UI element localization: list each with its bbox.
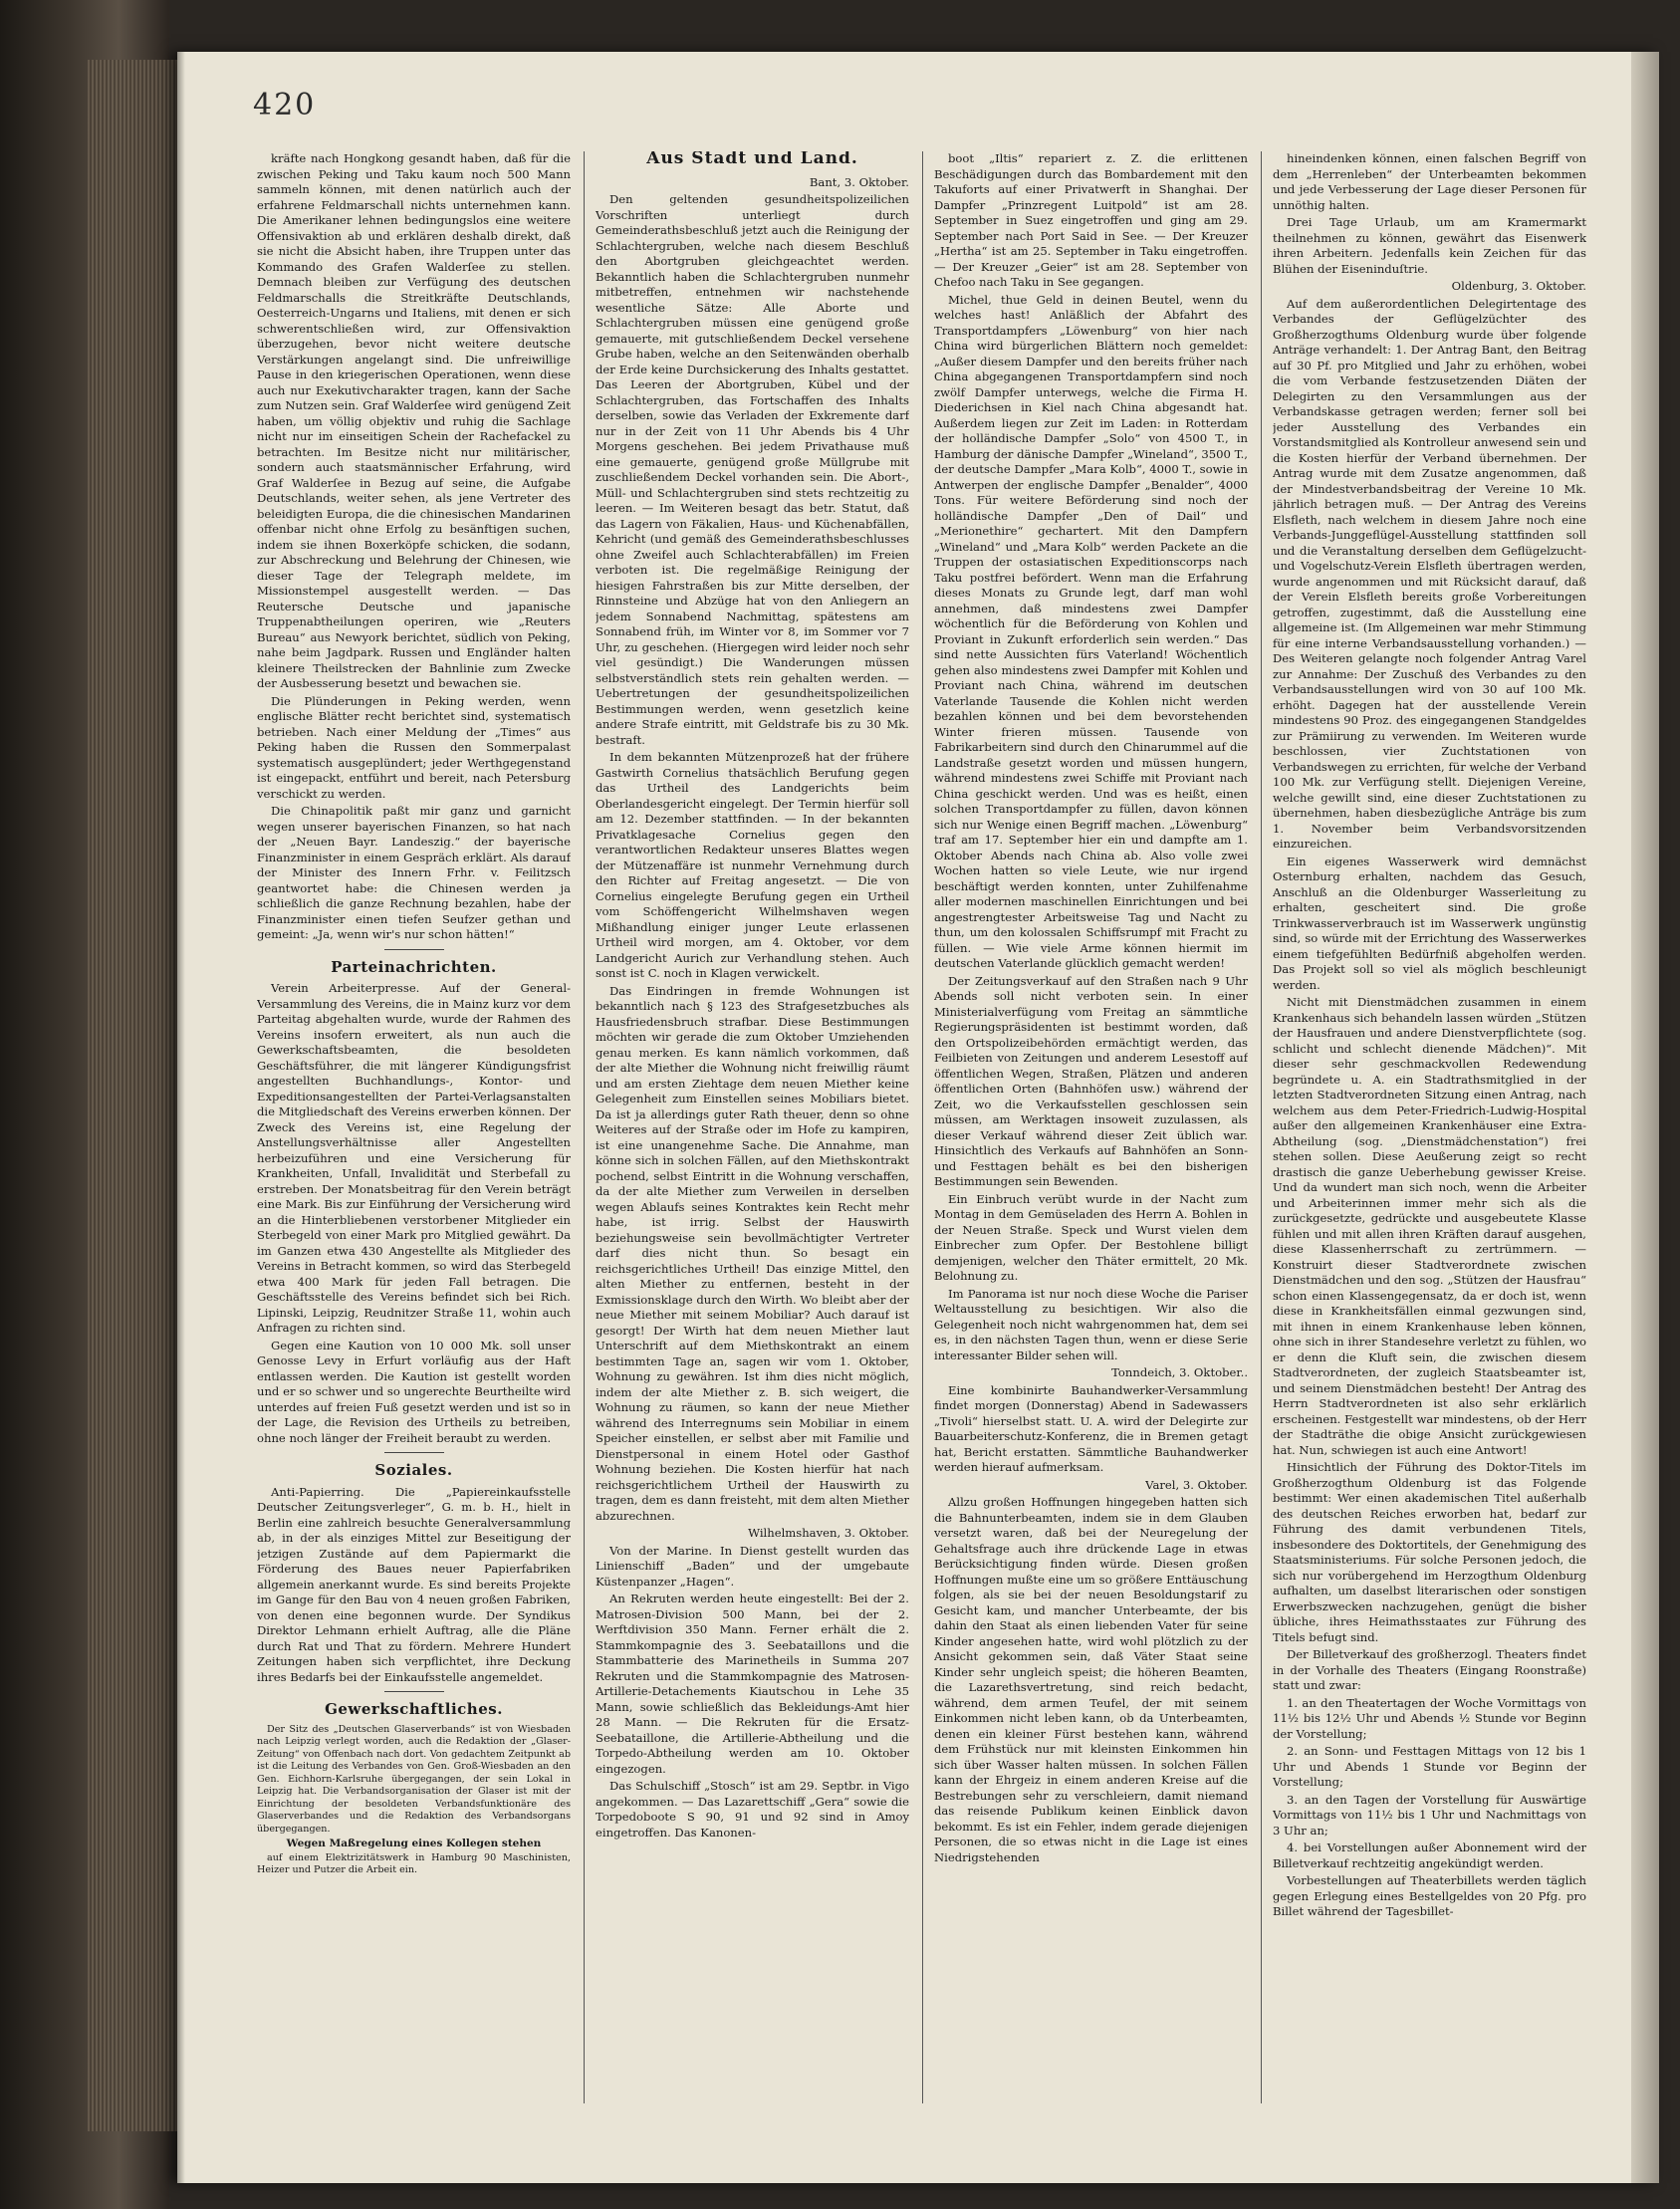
article-text: Drei Tage Urlaub, um am Kramermarkt theilnehmen zu können, gewährt das Eisenwerk ihren Arbeitern. Jedenfalls kein Zeichen für das Blühen der Eiseninduſtrie. bbox=[1273, 215, 1586, 276]
article-text: kräfte nach Hongkong gesandt haben, daß für die zwischen Peking und Taku kaum noch 500 Mann sammeln können, mit denen natürlich auch der erfahrene Feldmarschall nichts unternehmen kann. Die Amerikaner lehnen bedingungslos eine weitere Offensivaktion ab und erklären deshalb direkt, daß sie nicht die Absicht haben, ihre Truppen unter das Kommando des Grafen Walderſee zu stellen. Demnach bleiben zur Verfügung des deutschen Feldmarschalls die Streitkräfte Deutschlands, Oesterreich-Ungarns und Italiens, mit denen er sich schwerentschließen wird, zur Offensivaktion überzugehen, bevor nicht weitere deutsche Verstärkungen angelangt sind. Die unfreiwillige Pause in den kriegerischen Operationen, wenn diese auch nur Exekutivcharakter tragen, kann der Sache zum Nutzen sein. Graf Walderſee wird genügend Zeit haben, um völlig objektiv und ruhig die Sachlage nicht nur im einseitigen Schein der Rachefackel zu betrachten. Im Besitze nicht nur militärischer, sondern auch staatsmännischer Erfahrung, wird Graf Walderſee in Bezug auf seine, die Aufgabe Deutschlands, weiter sehen, als jene Vertreter des beleidigten Europa, die die chinesischen Mandarinen offenbar nicht ohne Erfolg zu besänftigen suchen, indem sie ihnen Boxerköpfe schicken, die sodann, zur Abschreckung und Belehrung der Chinesen, wie dieser Tage der Telegraph meldete, im Missionstempel ausgestellt werden. — Das Reutersche Deutsche und japanische Truppenabtheilungen operiren, wie „Reuters Bureau“ aus Newyork berichtet, südlich von Peking, nahe beim Jagdpark. Russen und Engländer halten kleinere Theilstrecken der Bahnlinie zum Zwecke der Ausbesserung besetzt und bewachen sie. bbox=[257, 151, 571, 690]
article-text: auf einem Elektrizitätswerk in Hamburg 90 Maschinisten, Heizer und Putzer die Arbeit ein. bbox=[257, 1851, 571, 1875]
dateline: Tonndeich, 3. Oktober.. bbox=[1111, 1365, 1248, 1379]
newspaper-page bbox=[177, 52, 1659, 2183]
next-page-edge bbox=[1631, 52, 1659, 2183]
article-text: Nicht mit Dienstmädchen zusammen in einem Krankenhaus sich behandeln lassen würden „Stützen der Hausfrauen und andere Dienstverpflichtete (sog. schlicht und schlecht dienende Mädchen)“. Mit dieser sehr geschmackvollen Redewendung begründete u. A. ein Stadtrathsmitglied in der letzten Stadtverordneten Sitzung einen Antrag, nach welchem aus dem Peter-Friedrich-Ludwig-Hospital außer den allgemeinen Krankenhäuser eine Extra-Abtheilung (sog. „Dienstmädchenstation“) frei stehen sollen. Diese Aeußerung zeigt so recht drastisch die ganze Ueberhebung gewisser Kreise. Und da wundert man sich noch, wenn die Arbeiter und Arbeiterinnen immer mehr sich als die zurückgesetzte, gedrückte und ausgebeutete Klasse fühlen und mit allen ihren Kräften darauf ausgehen, diese Klassenherrschaft zu zertrümmern. — Konstruirt dieser Stadtverordnete zwischen Dienstmädchen und den sog. „Stützen der Hausfrau“ schon einen Klassengegensatz, da er doch ist, wenn diese in Krankheitsfällen einmal gezwungen sind, mit ihnen in einem Krankenhause leben können, ohne sich in ihrer Standesehre verletzt zu fühlen, wo er denn die Kluft sein, die zwischen diesem Stadtverordneten, der zugleich Staatsbeamter ist, und seinem Dienstmädchen besteht! Der Antrag des Herrn Stadtverordneten ist also sehr erklärlich erscheinen. Festgestellt war mindestens, ob der Herr der Stadträthe die obige Ansicht zurückgewiesen hat. Nun, schwiegen ist auch eine Antwort! bbox=[1273, 995, 1586, 1457]
article-text: Das Eindringen in fremde Wohnungen ist bekanntlich nach § 123 des Strafgesetzbuches als Hausfriedensbruch strafbar. Diese Bestimmungen möchten wir gerade die zum Oktober Umziehenden genau merken. Es kann nämlich vorkommen, daß der alte Miether die Wohnung nicht freiwillig räumt und am ersten Ziehtage dem neuen Miether keine Gelegenheit zum Einstellen seines Mobiliars bietet. Da ist ja allerdings guter Rath theuer, denn so ohne Weiteres auf der Straße oder im Hofe zu kampiren, ist eine unangenehme Sache. Die Annahme, man könne sich in solchen Fällen, auf den Miethskontrakt pochend, selbst Eintritt in die Wohnung verschaffen, da der alte Miether zum Verweilen in derselben wegen Ablaufs seines Kontraktes kein Recht mehr habe, ist irrig. Selbst der Hauswirth beziehungsweise sein bevollmächtigter Vertreter darf dies nicht thun. So besagt ein reichsgerichtliches Urtheil! Das einzige Mittel, den alten Miether zu entfernen, besteht in der Exmissionsklage durch den Wirth. Wo bleibt aber der neue Miether mit seinem Mobiliar? Auch darauf ist gesorgt! Der Wirth hat dem neuen Miether laut Unterschrift auf dem Miethskontrakt an einem bestimmten Tage an, sagen wir vom 1. Oktober, Wohnung zu gewähren. Ist ihm dies nicht möglich, indem der alte Miether z. B. sich weigert, die Wohnung zu räumen, so kann der neue Miether während des Interregnums sein Mobiliar in einem Speicher einstellen, er selbst aber mit Familie und Dienstpersonal in einem Hotel oder Gasthof Wohnung beziehen. Die Kosten hierfür hat nach reichsgerichtlichem Urtheil der Hauswirth zu tragen, dem es dann freisteht, mit dem alten Miether abzurechnen. bbox=[596, 983, 909, 1523]
column-4 bbox=[1273, 151, 1586, 2123]
dateline: Bant, 3. Oktober. bbox=[809, 174, 909, 189]
section-heading: Gewerkschaftliches. bbox=[325, 1700, 503, 1718]
page-fold-shadow bbox=[177, 52, 185, 2183]
dateline: Varel, 3. Oktober. bbox=[1145, 1477, 1248, 1492]
article-text: Den geltenden gesundheitspolizeilichen Vorschriften unterliegt durch Gemeinderathsbeschluß jetzt auch die Reinigung der Schlachtergruben, welche nach diesem Beschluß den Abortgruben gleichgeachtet werden. Bekanntlich haben die Schlachtergruben nunmehr mitbetreffen, entnehmen wir nachstehende wesentliche Sätze: Alle Aborte und Schlachtergruben müssen eine genügend große gemauerte, mit gutschließendem Deckel versehene Grube haben, welche an den Seitenwänden oberhalb der Erde keine Durchsickerung des Inhalts gestattet. Das Leeren der Abortgruben, Kübel und der Schlachtergruben, das Fortschaffen des Inhalts derselben, sowie das Verladen der Exkremente darf nur in der Zeit von 11 Uhr Abends bis 4 Uhr Morgens geschehen. Bei jedem Privathause muß eine gemauerte, genügend große Müllgrube mit zuschließendem Deckel vorhanden sein. Die Abort-, Müll- und Schlachtergruben sind stets rechtzeitig zu leeren. — Im Weiteren besagt das betr. Statut, daß das Lagern von Fäkalien, Haus- und Küchenabfällen, Kehricht (und gemäß des Gemeinderathsbeschlusses ohne Zweifel auch Schlachterabfällen) im Freien verboten ist. Die regelmäßige Reinigung der hiesigen Fahrstraßen bis zur Mitte derselben, der Rinnsteine und Abzüge hat von den Anliegern an jedem Sonnabend Nachmittag, spätestens am Sonnabend früh, im Winter vor 8, im Sommer vor 7 Uhr, zu geschehen. (Hiergegen wird leider noch sehr viel gesündigt.) Die Wanderungen müssen selbstverständlich stets rein gehalten werden. — Uebertretungen der gesundheitspolizeilichen Bestimmungen werden, wenn gesetzlich keine andere Strafe eintritt, mit Geldstrafe bis zu 30 Mk. bestraft. bbox=[596, 192, 909, 747]
section-headline: Aus Stadt und Land. bbox=[646, 151, 858, 168]
article-text: hineindenken können, einen falschen Begriff von dem „Herrenleben“ der Unterbeamten bekommen und jede Verbesserung der Lage dieser Personen für unnöthig halten. bbox=[1273, 151, 1586, 212]
small-print-block bbox=[257, 1724, 571, 1877]
article-text: Ein Einbruch verübt wurde in der Nacht zum Montag in dem Gemüseladen des Herrn A. Bohlen in der Neuen Straße. Speck und Wurst vielen dem Einbrecher zum Opfer. Der Bestohlene billigt demjenigen, welcher den Thäter ermittelt, 20 Mk. Belohnung zu. bbox=[934, 1191, 1248, 1283]
article-text: Der Billetverkauf des großherzogl. Theaters findet in der Vorhalle des Theaters (Eingang Roonstraße) statt und zwar: bbox=[1273, 1647, 1586, 1692]
page-number: 420 bbox=[253, 88, 317, 123]
article-text: Der Sitz des „Deutschen Glaserverbands“ ist von Wiesbaden nach Leipzig verlegt worden, auch die Redaktion der „Glaser-Zeitung“ von Offenbach nach dort. Von gedachtem Zeitpunkt ab ist die Leitung des Verbandes von Gen. Groß-Wiesbaden an den Gen. Eichhorn-Karlsruhe übergegangen, der sein Lokal in Leipzig hat. Die Verbandsorganisation der Glaser ist mit der Einrichtung der besoldeten Verbandsfunktionäre des Glaserverbandes und die Redaktion des Verbandsorgans übergegangen. bbox=[257, 1723, 571, 1835]
column-rule bbox=[922, 151, 923, 2103]
article-text: Die Plünderungen in Peking werden, wenn englische Blätter recht berichtet sind, systematisch betrieben. Nach einer Meldung der „Times“ aus Peking haben die Russen den Sommerpalast systematisch ausgeplündert; jeder Werthgegenstand ist eingepackt, entführt und bereit, nach Petersburg verschickt zu werden. bbox=[257, 693, 571, 801]
subheading: Wegen Maßregelung eines Kollegen stehen bbox=[286, 1838, 542, 1849]
column-2 bbox=[596, 151, 909, 2123]
article-text: Der Zeitungsverkauf auf den Straßen nach 9 Uhr Abends soll nicht verboten sein. In einer Ministerialverfügung vom Freitag an sämmtliche Regierungspräsidenten ist bestimmt worden, daß den Ortspolizeibehörden ermächtigt werden, das Feilbieten von Zeitungen und anderem Lesestoff auf öffentlichen Wegen, Straßen, Plätzen und anderen öffentlichen Orten (Bahnhöfen usw.) während der Zeit, wo die Verkaufsstellen geschlossen sein müssen, am Werktagen insoweit zuzulassen, als dieser Verkauf während dieser Zeit üblich war. Hinsichtlich des Verkaufs auf Bahnhöfen an Sonn- und Festtagen behält es bei den bisherigen Bestimmungen sein Bewenden. bbox=[934, 973, 1248, 1188]
article-text: Eine kombinirte Bauhandwerker-Versammlung findet morgen (Donnerstag) Abend in Sadewassers „Tivoli“ hierselbst statt. U. A. wird der Delegirte zur Bauarbeiterschutz-Konferenz, die in Bremen getagt hat, Bericht erstatten. Sämmtliche Bauhandwerker werden hierauf aufmerksam. bbox=[934, 1382, 1248, 1474]
article-text: Gegen eine Kaution von 10 000 Mk. soll unser Genosse Levy in Erfurt vorläufig aus der Haft entlassen werden. Die Kaution ist gestellt worden und er so schwer und so ungerechte Beurtheilte wird unterdes auf freien Fuß gesetzt werden und ist so in der Lage, die Revision des Urtheils zu betreiben, ohne noch länger der Freiheit beraubt zu werden. bbox=[257, 1338, 571, 1445]
article-text: Vorbestellungen auf Theaterbillets werden täglich gegen Erlegung eines Bestellgeldes von 20 Pfg. pro Billet während der Tagesbillet- bbox=[1273, 1873, 1586, 1918]
article-text: An Rekruten werden heute eingestellt: Bei der 2. Matrosen-Division 500 Mann, bei der 2. Werftdivision 350 Mann. Ferner erhält die 2. Stammkompagnie des 3. Seebataillons und die Stammbatterie des Marinetheils in Summa 207 Rekruten und die Stammkompagnie des Matrosen-Artillerie-Detachements Kiautschou in Lehe 35 Mann, sowie schließlich das Bekleidungs-Amt hier 28 Mann. — Die Rekruten für die Ersatz-Seebataillone, die Artillerie-Abtheilung und die Torpedo-Abtheilung werden am 10. Oktober eingezogen. bbox=[596, 1592, 909, 1776]
separator bbox=[384, 1691, 444, 1692]
section-heading: Soziales. bbox=[374, 1461, 453, 1479]
article-text: Ein eigenes Wasserwerk wird demnächst Osternburg erhalten, nachdem das Gesuch, Anschluß an die Oldenburger Wasserleitung zu erhalten, gescheitert sind. Die große Trinkwasserverbrauch ist im Wasserwerk ungünstig sind, so würde mit der Errichtung des Wasserwerkes einem tiefgefühlten Bedürfniß abgeholfen werden. Das Projekt soll so viel als möglich beschleunigt werden. bbox=[1273, 854, 1586, 992]
article-text: Die Chinapolitik paßt mir ganz und garnicht wegen unserer bayerischen Finanzen, so hat nach der „Neuen Bayr. Landeszig.“ der bayerische Finanzminister in einem Gespräch erklärt. Als darauf der Minister des Innern Frhr. v. Feilitzsch geantwortet habe: die Chinesen werden ja schließlich die ganze Rechnung bezahlen, habe der Finanzminister einen tiefen Seufzer gethan und gemeint: „Ja, wenn wir's nur schon hätten!“ bbox=[257, 804, 571, 941]
list-item: 4. bei Vorstellungen außer Abonnement wird der Billetverkauf rechtzeitig angekündigt werden. bbox=[1273, 1841, 1586, 1870]
dateline: Oldenburg, 3. Oktober. bbox=[1451, 279, 1586, 293]
column-rule bbox=[1261, 151, 1262, 2103]
article-text: Auf dem außerordentlichen Delegirtentage des Verbandes der Geflügelzüchter des Großherzogthums Oldenburg wurde über folgende Anträge verhandelt: 1. Der Antrag Bant, den Beitrag auf 30 Pf. pro Mitglied und Jahr zu erhöhen, wobei die vom Verbande festzusetzenden Diäten der Delegirten zu den Versammlungen aus der Verbandskasse getragen werden; ferner soll bei jeder Ausstellung des Verbandes ein Vorstandsmitglied als Kontrolleur anwesend sein und die Kosten hierfür der Verband übernehmen. Der Antrag wurde mit dem Zusatze angenommen, daß der Mindestverbandsbeitrag der Vereine 10 Mk. jährlich betragen muß. — Der Antrag des Vereins Elsfleth, nach welchem in diesem Jahre noch eine Verbands-Junggeflügel-Ausstellung stattfinden soll und die Veranstaltung derselben dem Geflügelzucht- und Vogelschutz-Verein Elsfleth übertragen werden, wurde angenommen und mit Rücksicht darauf, daß der Verein Elsfleth bereits große Vorbereitungen getroffen, zugestimmt, daß die Ausstellung eine allgemeine ist. (Im Allgemeinen war mehr Stimmung für eine interne Verbandsausstellung vorhanden.) — Des Weiteren gelangte noch folgender Antrag Varel zur Annahme: Der Zuschuß des Verbandes zu den Verbandsausstellungen wird von 30 auf 100 Mk. erhöht. Dagegen hat der ausstellende Verein mindestens 90 Proz. des eingegangenen Standgeldes zur Prämiirung zu verwenden. Im Weiteren wurde beschlossen, vier Zuchtstationen von Verbandswegen zu errichten, für welche der Verband 100 Mk. zur Verfügung stellt. Diejenigen Vereine, welche gewillt sind, eine dieser Zuchtstationen zu übernehmen, haben diesbezügliche Anträge bis zum 1. November beim Verbandsvorsitzenden einzureichen. bbox=[1273, 296, 1586, 851]
column-rule bbox=[584, 151, 585, 2103]
article-text: Michel, thue Geld in deinen Beutel, wenn du welches hast! Anläßlich der Abfahrt des Transportdampfers „Löwenburg“ von hier nach China wird bürgerlichen Blättern noch gemeldet: „Außer diesem Dampfer und den bereits früher nach China abgegangenen Transportdampfern sind noch zwölf Dampfer unterwegs, welche die Firma H. Diederichsen in Kiel nach China abgesandt hat. Außerdem liegen zur Zeit im Laden: in Rotterdam der holländische Dampfer „Solo“ von 4500 T., in Hamburg der dänische Dampfer „Wineland“, 3500 T., der deutsche Dampfer „Mara Kolb“, 4000 T., sowie in Antwerpen der englische Dampfer „Benalder“, 4000 Tons. Für weitere Beförderung sind noch der holländische Dampfer „Den of Dail“ und „Merionethire“ gechartert. Mit den Dampfern „Wineland“ und „Mara Kolb“ werden Packete an die Truppen der ostasiatischen Expeditionscorps nach Taku postfrei befördert. Wenn man die Erfahrung dieses Monats zu Grunde legt, darf man wohl annehmen, daß mindestens zwei Dampfer wöchentlich für die Beförderung von Kohlen und Proviant in Zukunft erforderlich sein werden.“ Das sind nette Aussichten fürs Vaterland! Wöchentlich gehen also mindestens zwei Dampfer mit Kohlen und Proviant nach China, während im deutschen Vaterlande Tausende die Kohlen nicht werden bezahlen können und bei dem bevorstehenden Winter frieren müssen. Tausende von Fabrikarbeitern sind durch den Chinarummel auf die Landstraße gesetzt worden und müssen hungern, während mindestens zwei Schiffe mit Proviant nach China geschickt werden. Und was es heißt, einen solchen Transportdampfer zu füllen, davon können sich nur Wenige einen Begriff machen. „Löwenburg“ traf am 17. September hier ein und dampfte am 1. Oktober Abends nach China ab. Also volle zwei Wochen hatten so viele Leute, wie nur irgend beschäftigt werden konnten, unter Zuhilfenahme aller modernen maschinellen Einrichtungen und bei angestrengtester Arbeitsweise Tag und Nacht zu thun, um den kolossalen Schiffsrumpf mit Fracht zu füllen. — Wie viele Arme können hiermit im deutschen Vaterlande glücklich gemacht werden! bbox=[934, 292, 1248, 970]
article-text: Allzu großen Hoffnungen hingegeben hatten sich die Bahnunterbeamten, indem sie in dem Glauben versetzt waren, daß bei der Neuregelung der Gehaltsfrage auch ihre drückende Lage in etwas Berücksichtigung finden würde. Diesen großen Hoffnungen mußte eine um so größere Enttäuschung folgen, als sie bei der neuen Besoldungstarif zu Gesicht kam, und mancher Unterbeamte, der bis dahin den Staat als einen liebenden Vater für seine Kinder angesehen hatte, wird wohl plötzlich zu der Ansicht gekommen sein, daß Väter Staat seine Kinder sehr ungleich speist; die höheren Beamten, die Lazarethsvertretung, sind reich bedacht, während, dem armen Teufel, der mit seinem Einkommen nicht leben kann, ob da Unterbeamten, denen ein kleiner Fürst bestehen kann, während dem Frühstück nur mit kleinsten Einkommen hin sich über Wasser halten müssen. In solchen Fällen kann der Ehrgeiz in einem anderen Kreise auf die Bestrebungen sehr zu verschleiern, damit niemand das reisende Publikum keinen Einblick davon bekommt. Es ist ein Fehler, indem gerade diejenigen Personen, die so etwas nicht in die Lage ist eines Niedrigstehenden bbox=[934, 1495, 1248, 1864]
article-text: Von der Marine. In Dienst gestellt wurden das Linienschiff „Baden“ und der umgebaute Küstenpanzer „Hagen“. bbox=[596, 1543, 909, 1589]
article-text: Im Panorama ist nur noch diese Woche die Pariser Weltausstellung zu besichtigen. Wir also die Gelegenheit noch nicht wahrgenommen hat, dem sei es, in den nächsten Tagen thun, wenn er diese Serie interessanter Bilder sehen will. bbox=[934, 1286, 1248, 1362]
separator bbox=[384, 949, 444, 950]
dateline: Wilhelmshaven, 3. Oktober. bbox=[748, 1526, 909, 1540]
article-text: In dem bekannten Mützenprozeß hat der frühere Gastwirth Cornelius thatsächlich Berufung gegen das Urtheil des Landgerichts beim Oberlandesgericht eingelegt. Der Termin hierfür soll am 12. Dezember stattfinden. — In der bekannten Privatklagesache Cornelius gegen den verantwortlichen Redakteur unseres Blattes wegen der Mützenaffäre ist nunmehr Vernehmung durch den Richter auf Freitag angesetzt. — Die von Cornelius eingelegte Berufung gegen ein Urtheil vom Schöffengericht Wilhelmshaven wegen Mißhandlung einiger junger Leute erlassenen Urtheil wird morgen, am 4. Oktober, vor dem Landgericht Aurich zur Verhandlung stehen. Auch sonst ist C. noch in Klagen verwickelt. bbox=[596, 750, 909, 980]
list-item: 2. an Sonn- und Festtagen Mittags von 12 bis 1 Uhr und Abends 1 Stunde vor Beginn der Vorstellung; bbox=[1273, 1744, 1586, 1789]
column-3 bbox=[934, 151, 1248, 2123]
article-text: Verein Arbeiterpresse. Auf der General-Versammlung des Vereins, die in Mainz kurz vor dem Parteitag abgehalten wurde, wurde der Rahmen des Vereins insofern erweitert, als nun auch die Gewerkschaftsbeamten, die besoldeten Geschäftsführer, die mit längerer Kündigungsfrist angestellten Buchhandlungs-, Kontor- und Expeditionsangestellten der Partei-Verlagsanstalten die Mitgliedschaft des Vereins erwerben können. Der Zweck des Vereins ist, eine Regelung der Anstellungsverhältnisse aller Angestellten herbeizuführen und eine Versicherung für Krankheiten, Unfall, Invalidität und Sterbefall zu erstreben. Der Monatsbeitrag für den Verein beträgt eine Mark. Bis zur Einführung der Versicherung wird an die Hinterbliebenen verstorbener Mitglieder ein Sterbegeld von einer Mark pro Mitglied gewährt. Da im Ganzen etwa 430 Angestellte als Mitglieder des Vereins in Betracht kommen, so wird das Sterbegeld etwa 400 Mark für jeden Fall betragen. Die Geschäftsstelle des Vereins befindet sich bei Rich. Lipinski, Leipzig, Reudnitzer Straße 11, wohin auch Anfragen zu richten sind. bbox=[257, 981, 571, 1335]
column-1 bbox=[257, 151, 571, 2123]
page-edges bbox=[88, 60, 177, 2131]
separator bbox=[384, 1452, 444, 1453]
article-text: Das Schulschiff „Stosch“ ist am 29. Septbr. in Vigo angekommen. — Das Lazarettschiff „Gera“ sowie die Torpedoboote S 90, 91 und 92 sind in Amoy eingetroffen. Das Kanonen- bbox=[596, 1779, 909, 1840]
article-text: Hinsichtlich der Führung des Doktor-Titels im Großherzogthum Oldenburg ist das Folgende bestimmt: Wer einen akademischen Titel außerhalb des deutschen Reiches erworben hat, bedarf zur Führung des damit verbundenen Titels, insbesondere des Doktortitels, der Genehmigung des Staatsministeriums. Für solche Personen jedoch, die sich nur vorübergehend im Herzogthum Oldenburg aufhalten, um daselbst literarischen oder sonstigen Erwerbszwecken nachzugehen, genügt die bisher übliche, ihres Heimathsstaates zur Führung des Titels befugt sind. bbox=[1273, 1460, 1586, 1644]
list-item: 3. an den Tagen der Vorstellung für Auswärtige Vormittags von 11½ bis 1 Uhr und Nachmittags von 3 Uhr an; bbox=[1273, 1792, 1586, 1838]
section-heading: Parteinachrichten. bbox=[331, 957, 497, 976]
article-text: Anti-Papierring. Die „Papiereinkaufsstelle Deutscher Zeitungsverleger“, G. m. b. H., hielt in Berlin eine zahlreich besuchte Generalversammlung ab, in der als einziges Mittel zur Beseitigung der jetzigen Zustände auf dem Papiermarkt die Förderung des Baues neuer Papierfabriken allgemein anerkannt wurde. Es sind bereits Projekte im Gange für den Bau von 4 neuen großen Fabriken, von denen eine begonnen wurde. Der Syndikus Direktor Lehmann erhielt Auftrag, alle die Pläne durch Rat und That zu fördern. Mehrere Hundert Zeitungen haben sich verpflichtet, ihre Deckung ihres Bedarfs bei der Einkaufsstelle angemeldet. bbox=[257, 1484, 571, 1684]
article-text: boot „Iltis“ repariert z. Z. die erlittenen Beschädigungen durch das Bombardement mit den Takuforts auf einer Privatwerft in Shanghai. Der Dampfer „Prinzregent Luitpold“ ist am 28. September in Suez eingetroffen und ging am 29. September nach Port Said in See. — Der Kreuzer „Hertha“ ist am 25. September in Taku eingetroffen. — Der Kreuzer „Geier“ ist am 28. September von Chefoo nach Taku in See gegangen. bbox=[934, 151, 1248, 289]
list-item: 1. an den Theatertagen der Woche Vormittags von 11½ bis 12½ Uhr und Abends ½ Stunde vor Beginn der Vorstellung; bbox=[1273, 1695, 1586, 1741]
